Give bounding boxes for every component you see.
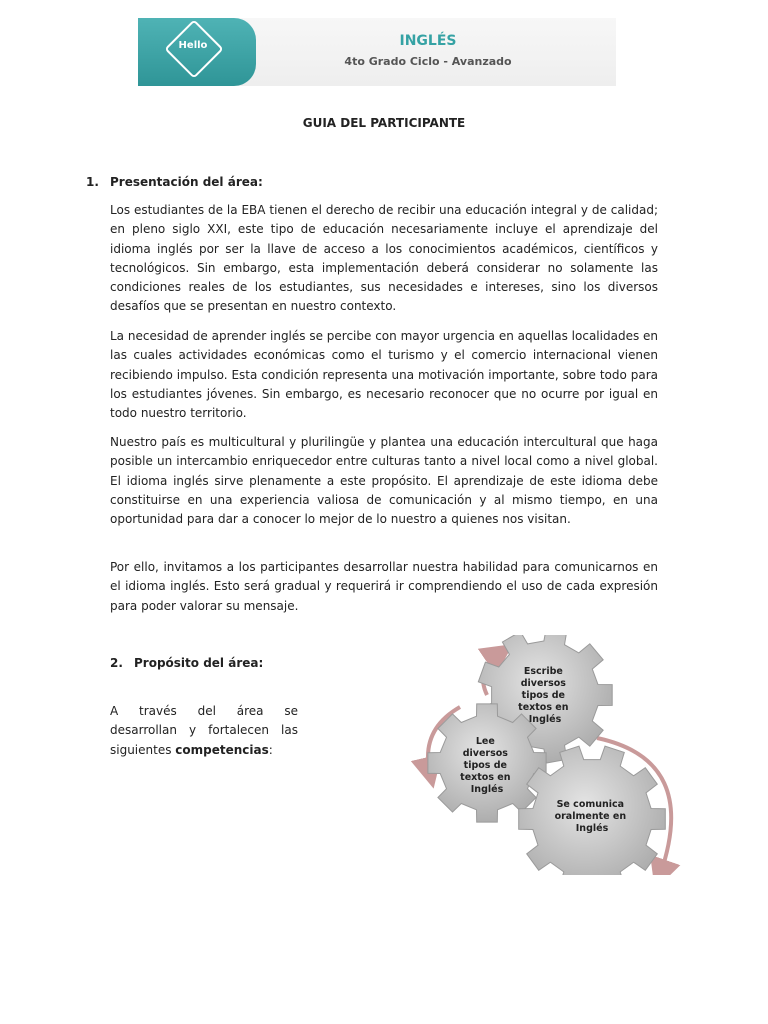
section1-number: 1. [86,175,99,189]
competencies-gear-diagram [405,635,705,875]
banner-tab [138,18,256,86]
section2-intro-end: : [268,742,273,757]
section2-heading-text: Propósito del área: [134,656,264,670]
paragraph-2: La necesidad de aprender inglés se percibe con mayor urgencia en aquellas localidades en las cuales actividades económicas como el turismo y el comercio internacional vienen recibiendo impulso. Esta condición representa una motivación importante, sobre todo para los estudiantes jóvenes. Sin embargo, es necesario reconocer que no ocurre por igual en todo nuestro territorio. [110,329,659,421]
paragraph-1: Los estudiantes de la EBA tienen el derecho de recibir una educación integral y de calidad; en pleno siglo XXI, este tipo de educación necesariamente incluye el aprendizaje del idioma inglés por ser la llave de acceso a los conocimientos académicos, científicos y tecnológicos. Sin embargo, esta implementación deberá considerar no solamente las condiciones reales de los estudiantes, sus necesidades e intereses, sino los diversos desafíos que se presentan en nuestro contexto. [110,203,658,314]
gear-bottom-label: Se comunica oralmente en Inglés [554,799,627,834]
section2-number: 2. [110,656,123,670]
section2-intro-text: A través del área se desarrollan y fortalecen las siguientes [110,704,298,757]
section2-intro [110,702,298,760]
page-title: GUIA DEL PARTICIPANTE [302,116,466,130]
grade-subtitle: 4to Grado Ciclo - Avanzado [344,55,512,68]
section2-heading [110,656,263,670]
gear-top-label: Escribe diversos tipos de textos en Inglés [518,666,569,725]
paragraph-3: Nuestro país es multicultural y plurilingüe y plantea una educación intercultural que haga posible un intercambio enriquecedor entre culturas tanto a nivel local como a nivel global. El idioma inglés sirve plenamente a este propósito. El aprendizaje de este idioma debe constituirse en una experiencia valiosa de comunicación y al mismo tiempo, en una oportunidad para dar a conocer lo mejor de lo nuestro a quienes nos visitan. [110,435,658,527]
section1-heading-text: Presentación del área: [110,175,263,189]
section1-heading [86,175,263,189]
hello-badge: Hello [178,40,208,51]
header-banner [138,18,616,86]
subject-title: INGLÉS [399,33,457,49]
paragraph-4: Por ello, invitamos a los participantes desarrollar nuestra habilidad para comunicarnos en el idioma inglés. Esto será gradual y requerirá ir comprendiendo el uso de cada expresión para poder valorar su mensaje. [110,560,658,613]
gear-left-label: Lee diversos tipos de textos en Inglés [460,736,511,795]
competencias-bold: competencias [175,742,269,757]
